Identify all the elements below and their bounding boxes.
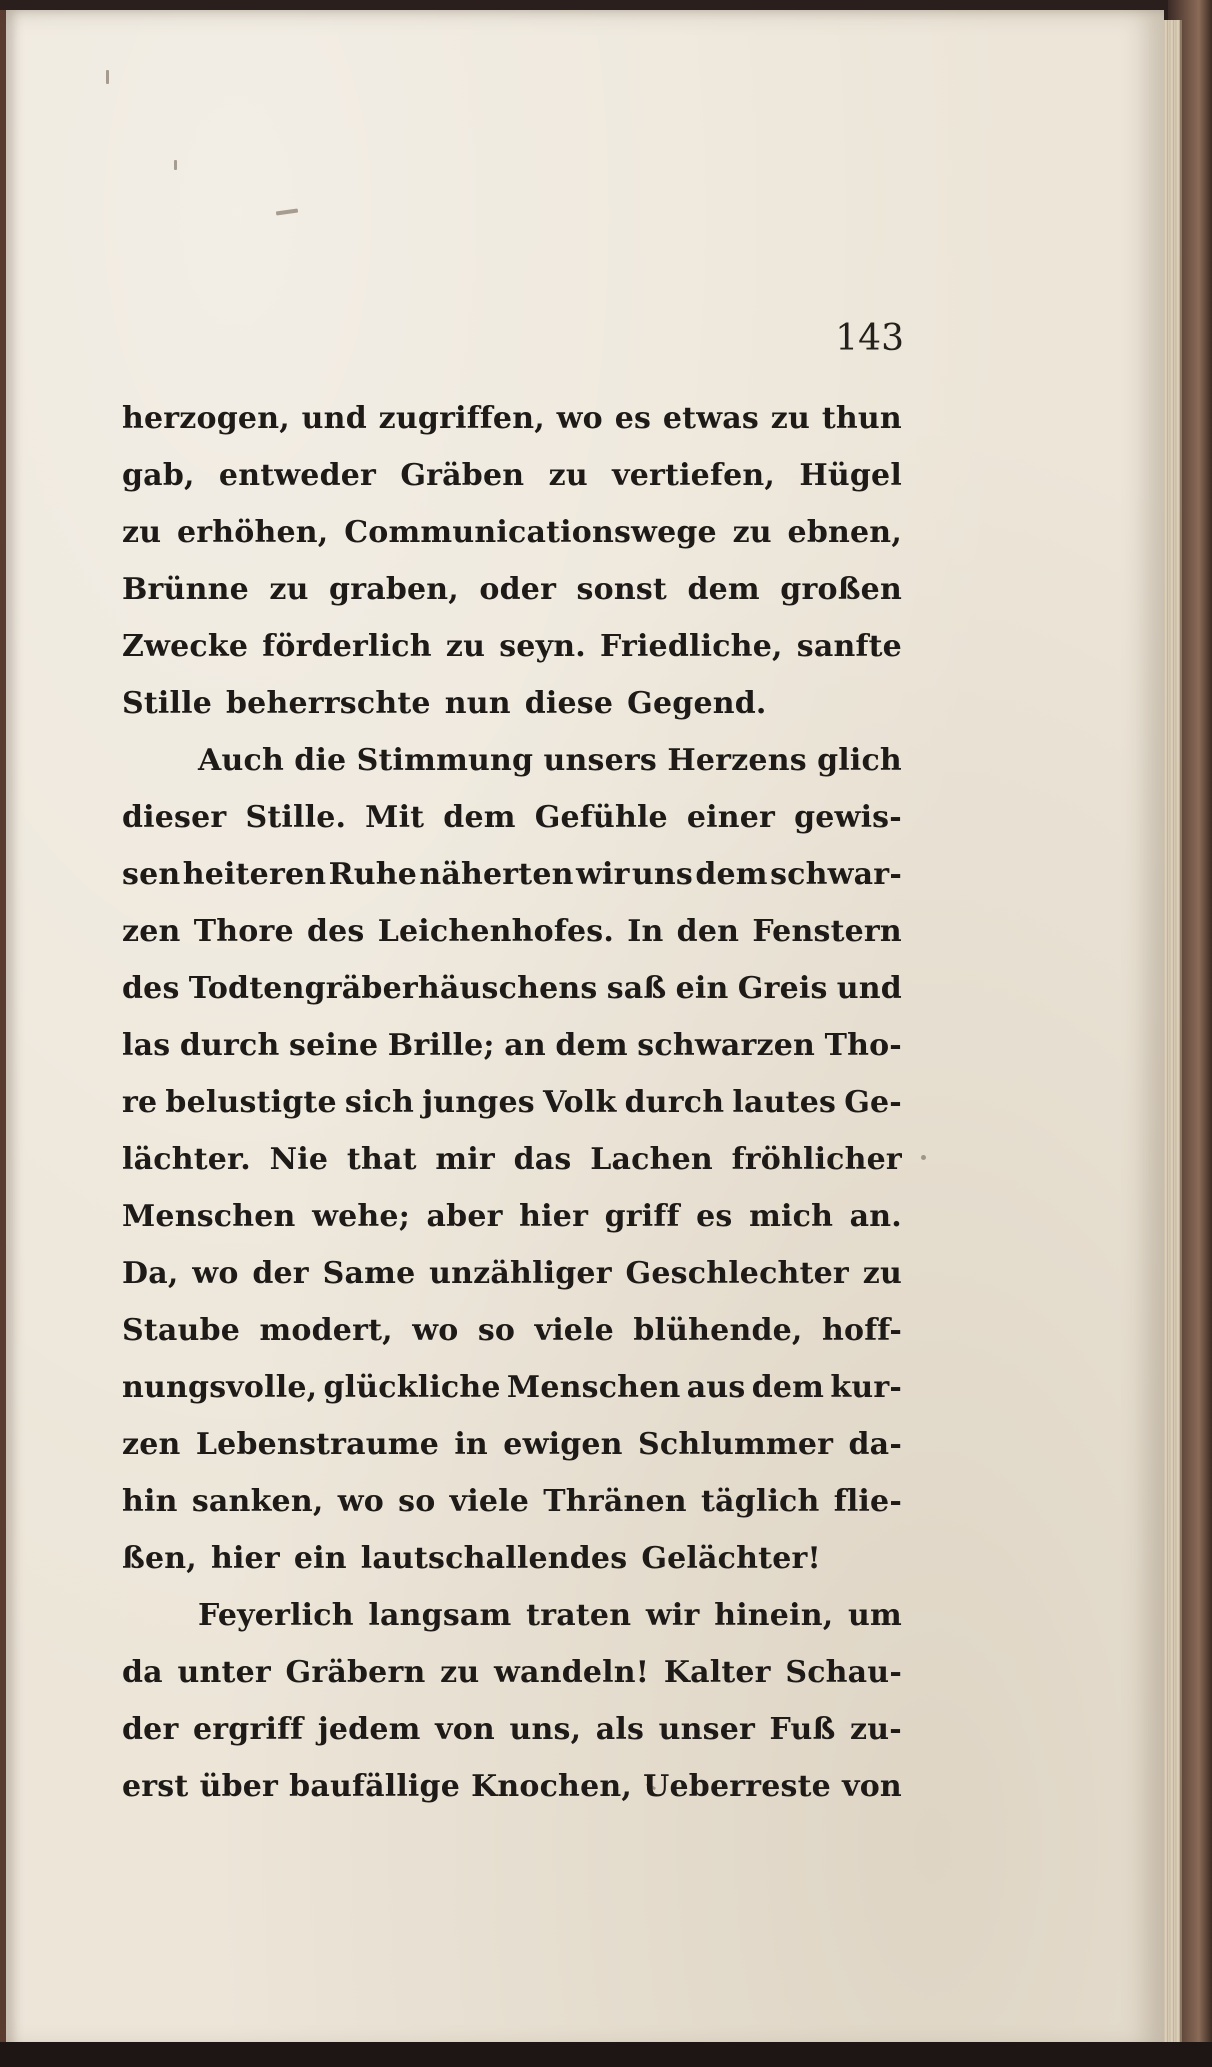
text-line: Staube modert, wo so viele blühende, hoff- xyxy=(122,1313,902,1348)
text-line: der ergriff jedem von uns, als unser Fuß zu- xyxy=(122,1712,902,1747)
paper-fleck xyxy=(921,1155,926,1160)
paper-fleck xyxy=(106,70,109,84)
text-line: Auch die Stimmung unsers Herzens glich xyxy=(198,743,902,778)
text-line: nungsvolle, glückliche Menschen aus dem kur- xyxy=(122,1370,902,1405)
text-line: Menschen wehe; aber hier griff es mich an. xyxy=(122,1199,902,1234)
paper-fleck xyxy=(174,160,177,170)
scan-bottom-edge xyxy=(0,2042,1212,2067)
text-line: des Todtengräberhäuschens saß ein Greis und xyxy=(122,971,902,1006)
text-line: herzogen, und zugriffen, wo es etwas zu thun xyxy=(122,401,902,436)
paper-fleck xyxy=(276,208,298,215)
text-line: ßen, hier ein lautschallendes Gelächter! xyxy=(122,1541,821,1576)
text-line: lächter. Nie that mir das Lachen fröhlicher xyxy=(122,1142,902,1177)
text-line: da unter Gräbern zu wandeln! Kalter Schau- xyxy=(122,1655,902,1690)
text-line: hin sanken, wo so viele Thränen täglich flie- xyxy=(122,1484,902,1519)
text-line: sen heiteren Ruhe näherten wir uns dem schwar- xyxy=(122,857,902,892)
text-line: re belustigte sich junges Volk durch lautes Ge- xyxy=(122,1085,902,1120)
text-line: Brünne zu graben, oder sonst dem großen xyxy=(122,572,902,607)
text-line: Stille beherrschte nun diese Gegend. xyxy=(122,686,767,721)
text-line: Zwecke förderlich zu seyn. Friedliche, sanfte xyxy=(122,629,902,664)
text-line: Feyerlich langsam traten wir hinein, um xyxy=(198,1598,902,1633)
body-text xyxy=(122,390,902,1815)
page-number: 143 xyxy=(835,318,904,359)
text-line: zen Lebenstraume in ewigen Schlummer da- xyxy=(122,1427,902,1462)
text-line: zu erhöhen, Communicationswege zu ebnen, xyxy=(122,515,902,550)
text-line: zen Thore des Leichenhofes. In den Fenstern xyxy=(122,914,902,949)
text-line: erst über baufällige Knochen, Ueberreste von xyxy=(122,1769,902,1804)
text-line: Da, wo der Same unzähliger Geschlechter zu xyxy=(122,1256,902,1291)
book-page xyxy=(0,10,1164,2050)
text-line: dieser Stille. Mit dem Gefühle einer gewis- xyxy=(122,800,902,835)
text-line: las durch seine Brille; an dem schwarzen Tho- xyxy=(122,1028,902,1063)
text-line: gab, entweder Gräben zu vertiefen, Hügel xyxy=(122,458,902,493)
